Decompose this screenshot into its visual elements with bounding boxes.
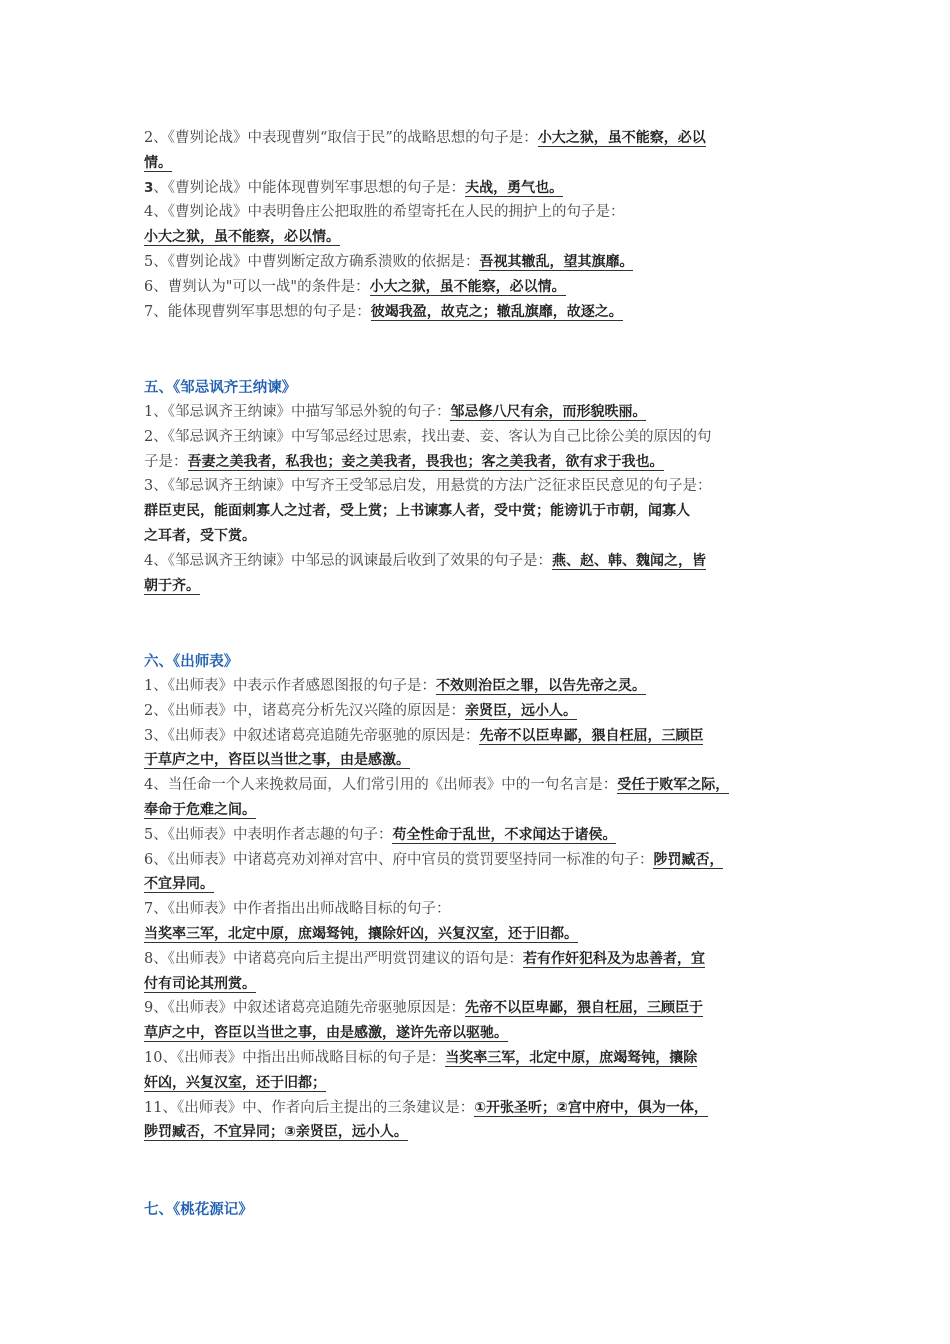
question: 1、《出师表》中表示作者感恩图报的句子是：	[144, 678, 436, 694]
item-number: 3	[144, 179, 154, 196]
question: 8、《出师表》中诸葛亮向后主提出严明赏罚建议的语句是：	[144, 950, 523, 967]
question: 、《曹刿论战》中能体现曹刿军事思想的句子是：	[153, 179, 466, 196]
question: 2、《邹忌讽齐王纳谏》中写邹忌经过思索，找出妻、妾、客认为自己比徐公美的原因的句	[144, 428, 712, 445]
answer: 于草庐之中，咨臣以当世之事，由是感激。	[144, 752, 410, 769]
item-7	[144, 897, 826, 922]
answer: 吾妻之美我者，私我也；妾之美我者，畏我也；客之美我者，欲有求于我也。	[187, 453, 664, 470]
answer: 奸凶，兴复汉室，还于旧都；	[144, 1074, 326, 1091]
answer: 彼竭我盈，故克之；辙乱旗靡，故逐之。	[370, 303, 623, 320]
item-8-cont	[144, 972, 826, 997]
item-5	[144, 823, 826, 848]
item-7	[144, 300, 826, 325]
item-10-cont	[144, 1071, 826, 1096]
question: 5、《出师表》中表明作者志趣的句子：	[144, 826, 393, 843]
item-11	[144, 1096, 826, 1121]
answer: ①开张圣听；②宫中府中，俱为一体，	[474, 1099, 708, 1116]
section-zou-ji	[144, 400, 826, 598]
section-heading-zou-ji: 五、《邹忌讽齐王纳谏》	[144, 380, 297, 396]
item-6-cont	[144, 872, 826, 897]
question: 11、《出师表》中、作者向后主提出的三条建议是：	[144, 1099, 475, 1116]
question: 子是：	[144, 453, 188, 470]
item-7-answer	[144, 922, 826, 947]
item-2-cont	[144, 151, 826, 176]
item-6	[144, 848, 826, 873]
item-3-answer	[144, 499, 826, 524]
question: 2、《曹刿论战》中表现曹刿“取信于民”的战略思想的句子是：	[144, 130, 538, 146]
item-10	[144, 1046, 826, 1071]
question: 6、《出师表》中诸葛亮劝刘禅对宫中、府中官员的赏罚要坚持同一标准的句子：	[144, 851, 654, 868]
item-3-answer-cont	[144, 524, 826, 549]
item-11-cont	[144, 1120, 826, 1145]
item-5	[144, 250, 826, 275]
section-cao-gui	[144, 126, 826, 324]
item-9	[144, 996, 826, 1021]
item-9-cont	[144, 1021, 826, 1046]
item-1	[144, 400, 826, 425]
answer: 陟罚臧否，	[653, 851, 724, 868]
answer: 群臣吏民，能面刺寡人之过者，受上赏；上书谏寡人者，受中赏；能谤讥于市朝，闻寡人	[144, 503, 690, 520]
section-heading-tao-hua-yuan-ji: 七、《桃花源记》	[144, 1202, 253, 1218]
answer: 小大之狱，虽不能察，必以	[537, 130, 706, 146]
answer: 苟全性命于乱世，不求闻达于诸侯。	[392, 826, 617, 843]
answer: 若有作奸犯科及为忠善者，宜	[522, 950, 705, 967]
item-4	[144, 773, 826, 798]
question: 7、《出师表》中作者指出出师战略目标的句子：	[144, 901, 451, 918]
answer: 先帝不以臣卑鄙，猥自枉屈，三顾臣于	[464, 1000, 703, 1017]
question: 3、《邹忌讽齐王纳谏》中写齐王受邹忌启发，用悬赏的方法广泛征求臣民意见的句子是：	[144, 478, 712, 495]
item-2	[144, 425, 826, 450]
item-1	[144, 674, 826, 699]
section-chu-shi-biao	[144, 674, 826, 1145]
item-8	[144, 947, 826, 972]
answer: 奉命于危难之间。	[144, 801, 256, 818]
item-3	[144, 176, 826, 201]
item-4-cont	[144, 798, 826, 823]
answer: 之耳者，受下赏。	[144, 527, 256, 544]
answer: 受任于败军之际，	[617, 777, 730, 794]
question: 9、《出师表》中叙述诸葛亮追随先帝驱驰原因是：	[144, 1000, 465, 1017]
question: 2、《出师表》中，诸葛亮分析先汉兴隆的原因是：	[144, 702, 465, 719]
answer: 不宜异同。	[144, 876, 214, 893]
item-4-cont	[144, 574, 826, 599]
answer: 情。	[144, 154, 172, 171]
item-2-cont	[144, 450, 826, 475]
item-6	[144, 275, 826, 300]
item-3	[144, 724, 826, 749]
item-3-cont	[144, 748, 826, 773]
answer: 吾视其辙乱，望其旗靡。	[479, 253, 634, 270]
question: 4、当任命一个人来挽救局面，人们常引用的《出师表》中的一句名言是：	[144, 777, 618, 794]
question: 10、《出师表》中指出出师战略目标的句子是：	[144, 1049, 446, 1066]
question: 1、《邹忌讽齐王纳谏》中描写邹忌外貌的句子：	[144, 404, 451, 420]
answer: 小大之狱，虽不能察，必以情。	[369, 278, 566, 295]
answer: 当奖率三军，北定中原，庶竭驽钝，攘除奸凶，兴复汉室，还于旧都。	[144, 925, 578, 942]
answer: 夫战，勇气也。	[465, 179, 564, 196]
answer: 不效则治臣之罪，以告先帝之灵。	[435, 678, 646, 694]
answer: 草庐之中，咨臣以当世之事，由是感激，遂许先帝以驱驰。	[144, 1025, 508, 1042]
item-2	[144, 126, 826, 151]
item-4	[144, 549, 826, 574]
question: 4、《邹忌讽齐王纳谏》中邹忌的讽谏最后收到了效果的句子是：	[144, 552, 552, 569]
section-heading-chu-shi-biao: 六、《出师表》	[144, 654, 239, 670]
answer: 邹忌修八尺有余，而形貌昳丽。	[450, 404, 647, 420]
question: 4、《曹刿论战》中表明鲁庄公把取胜的希望寄托在人民的拥护上的句子是：	[144, 204, 625, 221]
answer: 朝于齐。	[144, 577, 200, 594]
question: 3、《出师表》中叙述诸葛亮追随先帝驱驰的原因是：	[144, 727, 480, 744]
answer: 陟罚臧否，不宜异同；③亲贤臣，远小人。	[144, 1124, 408, 1141]
question: 6、曹刿认为"可以一战"的条件是：	[144, 278, 370, 295]
answer: 先帝不以臣卑鄙，猥自枉屈，三顾臣	[479, 727, 704, 744]
item-4-answer	[144, 225, 826, 250]
answer: 当奖率三军，北定中原，庶竭驽钝，攘除	[445, 1049, 698, 1066]
question: 5、《曹刿论战》中曹刿断定敌方确系溃败的依据是：	[144, 253, 480, 270]
item-2	[144, 699, 826, 724]
answer: 燕、赵、韩、魏闻之，皆	[551, 552, 706, 569]
answer: 亲贤臣，远小人。	[464, 702, 577, 719]
question: 7、能体现曹刿军事思想的句子是：	[144, 303, 371, 320]
item-4	[144, 200, 826, 225]
answer: 付有司论其刑赏。	[144, 975, 256, 992]
item-3	[144, 474, 826, 499]
answer: 小大之狱，虽不能察，必以情。	[144, 229, 340, 246]
